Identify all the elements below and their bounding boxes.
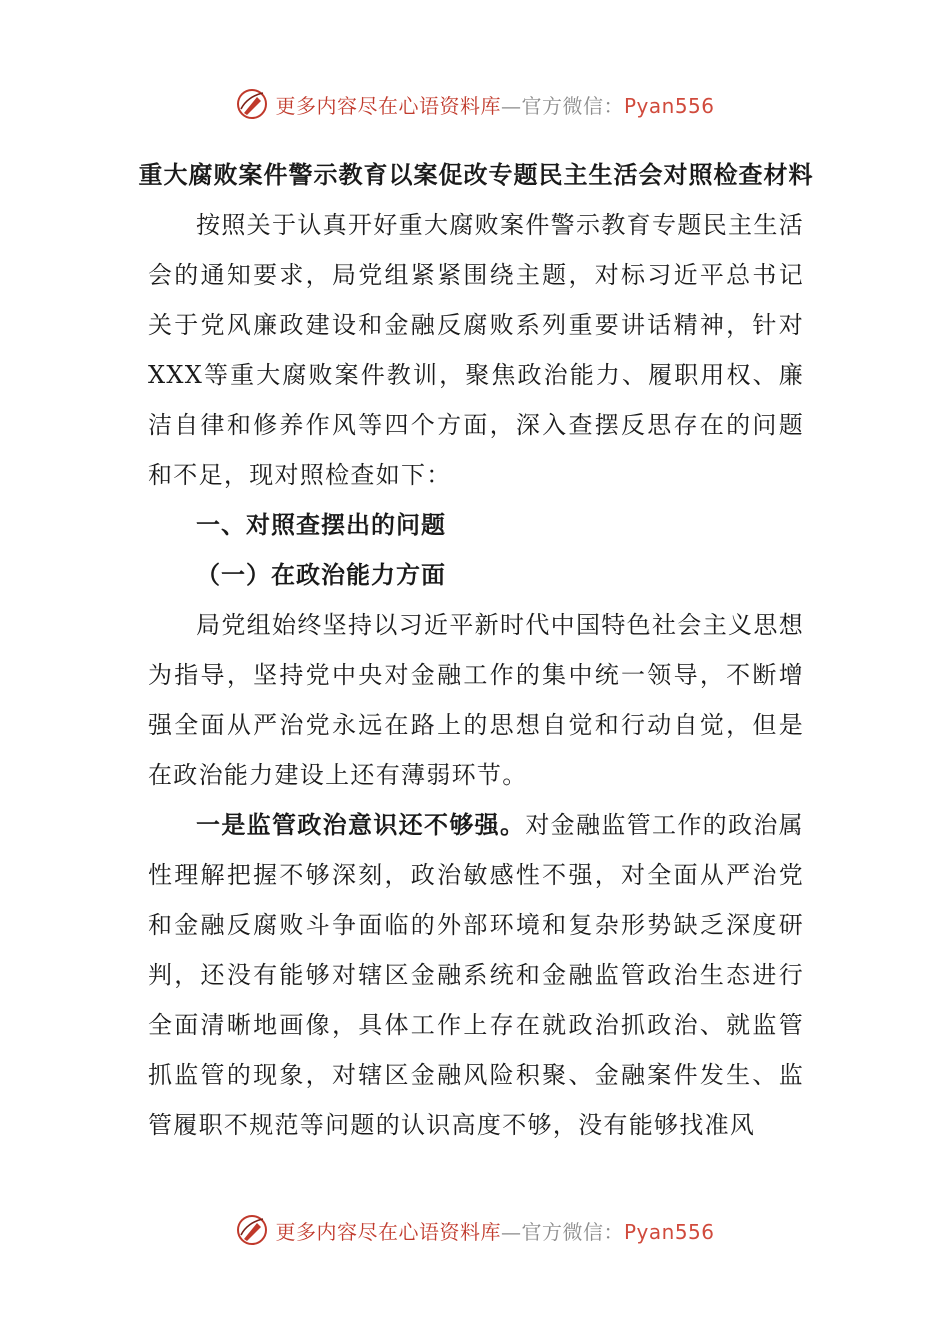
- watermark-text: [275, 90, 714, 119]
- document-title: 重大腐败案件警示教育以案促改专题民主生活会对照检查材料: [138, 161, 814, 189]
- point-body-1: 对金融监管工作的政治属性理解把握不够深刻，政治敏感性不强，对全面从严治党和金融反腐败斗争面临的外部环境和复杂形势缺乏深度研判，还没有能够对辖区金融系统和金融监管政治生态进行全面清晰地画像，具体工作上存在就政治抓政治、就监管抓监管的现象，对辖区金融风险积聚、金融案件发生、监管履职不规范等问题的认识高度不够，没有能够找准风: [148, 811, 804, 1139]
- pen-nib-icon: [235, 1213, 269, 1247]
- watermark-site-text: 更多内容尽在心语资料库: [275, 1219, 501, 1244]
- pen-nib-icon: [235, 87, 269, 121]
- watermark-banner-top: [0, 84, 950, 124]
- watermark-separator: —: [500, 1219, 522, 1244]
- point-paragraph-1: [148, 800, 804, 1150]
- section-heading-1: 一、对照查摆出的问题: [196, 511, 446, 539]
- intro-paragraph: 按照关于认真开好重大腐败案件警示教育专题民主生活会的通知要求，局党组紧紧围绕主题，对标习近平总书记关于党风廉政建设和金融反腐败系列重要讲话精神，针对XXX等重大腐败案件教训，聚焦政治能力、履职用权、廉洁自律和修养作风等四个方面，深入查摆反思存在的问题和不足，现对照检查如下：: [148, 211, 804, 489]
- document-page: [138, 150, 814, 1150]
- subsection-heading-1: （一）在政治能力方面: [196, 561, 446, 589]
- subsection-paragraph-1: 局党组始终坚持以习近平新时代中国特色社会主义思想为指导，坚持党中央对金融工作的集中统一领导，不断增强全面从严治党永远在路上的思想自觉和行动自觉，但是在政治能力建设上还有薄弱环节。: [148, 611, 804, 789]
- watermark-wechat-id: Pyan556: [623, 93, 715, 118]
- watermark-banner-bottom: [0, 1210, 950, 1250]
- watermark-wechat-label: 官方微信：: [521, 93, 624, 118]
- watermark-wechat-id: Pyan556: [623, 1219, 715, 1244]
- point-lead-1: 一是监管政治意识还不够强。: [196, 811, 526, 839]
- watermark-site-text: 更多内容尽在心语资料库: [275, 93, 501, 118]
- watermark-separator: —: [500, 93, 522, 118]
- watermark-text: [275, 1216, 714, 1245]
- watermark-wechat-label: 官方微信：: [521, 1219, 624, 1244]
